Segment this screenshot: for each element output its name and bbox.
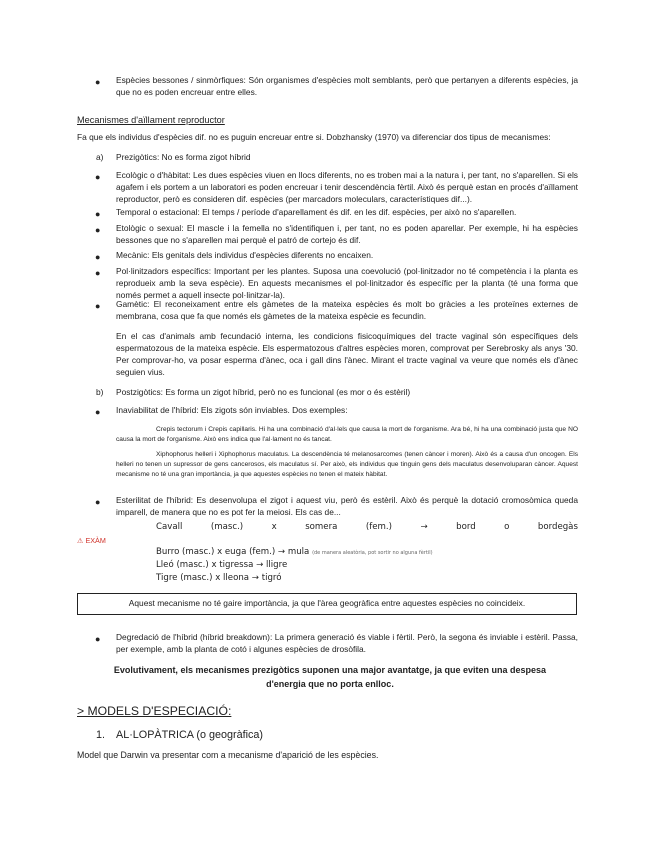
- conclusion: Evolutivament, els mecanismes prezigòtics suponen una major avantatge, ja que eviten una despesa d'energia que no porta enlloc.: [113, 665, 547, 689]
- intro-line: Fa que els individus d'espècies dif. no es puguin encreuar entre si. Dobzhansky (1970) va diferenciar dos tipus de mecanismes:: [77, 132, 551, 142]
- exam-warning: ⚠ EXÀM: [77, 536, 106, 545]
- cross-word: bordegàs: [537, 522, 578, 532]
- prezygotic-marker: a): [96, 152, 104, 162]
- cross-word: bord: [456, 522, 476, 532]
- bullet-dot: ●: [95, 301, 101, 311]
- cross-word: Cavall: [156, 522, 183, 532]
- postzygotic-marker: b): [96, 387, 104, 397]
- twin-species-text: Espècies bessones / sinmòrfiques: Són organismes d'espècies molt semblants, però que pertanyen a diferents espècies, ja que no es poden encreuar entre elles.: [116, 75, 578, 97]
- bullet-dot: ●: [95, 407, 101, 417]
- bullet-dot: ●: [95, 497, 101, 507]
- bullet-dot: ●: [95, 252, 101, 262]
- prezygotic-title: Prezigòtics: No es forma zigot híbrid: [116, 152, 251, 162]
- final-line: Model que Darwin va presentar com a mecanisme d'aparició de les espècies.: [77, 750, 379, 760]
- bullet-dot: ●: [95, 634, 101, 644]
- cross-lion-tigress: Lleó (masc.) x tigressa → lligre: [156, 560, 288, 570]
- breakdown-item: Degredació de l'híbrid (híbrid breakdown): La primera generació és viable i fèrtil. Però, la segona és inviable i estèril. Passa, per exemple, amb la planta de cotó i algunes espècies de drosòfila.: [116, 632, 578, 654]
- subsection-title: AL·LOPÀTRICA (o geogràfica): [116, 729, 264, 741]
- pollinators-item: Pol·linitzadors específics: Important per les plantes. Suposa una coevolució (pol·linitzador no té competència i la planta es reprodueix amb la seva espècie). En aquests mecanismes el pol·linitzador és específic per la planta (té una forma que només permet a aquell insecte pol·linitzar-la).: [116, 266, 578, 300]
- arrow-icon: →: [420, 522, 428, 532]
- sterility-item: Esterilitat de l'híbrid: Es desenvolupa el zigot i aquest viu, però és estèril. Això és perquè la dotació cromosòmica queda imparell, de manera que no es pot fer la meiosi. Els cas de...: [116, 495, 578, 517]
- inviability-item: Inaviabilitat de l'híbrid: Els zigots són inviables. Dos exemples:: [116, 405, 348, 415]
- section-title: > MODELS D'ESPECIACIÓ:: [77, 704, 232, 718]
- cross-donkey-mare: [156, 546, 433, 558]
- cross-word: somera: [305, 522, 338, 532]
- crepis-example: Crepis tectorum i Crepis capillaris. Hi ha una combinació d'al·lels que causa la mort de l'organisme. Ara bé, hi ha una combinació justa que NO causa la mort de l'organisme. Això ens indica que l'al·lament no és tancat.: [116, 426, 578, 444]
- note-text: Aquest mecanisme no té gaire importància, ja que l'àrea geogràfica entre aquestes espècies no coincideix.: [128, 598, 526, 609]
- bullet-dot: ●: [95, 172, 101, 182]
- temporal-item: Temporal o estacional: El temps / període d'aparellament és dif. en les dif. espècies, per això no s'aparellen.: [116, 207, 517, 217]
- bullet-dot: ●: [95, 77, 101, 87]
- bullet-dot: ●: [95, 268, 101, 278]
- subsection-marker: 1.: [96, 729, 106, 741]
- cross-text: Burro (masc.) x euga (fem.) → mula: [156, 547, 310, 557]
- cross-word: (masc.): [210, 522, 244, 532]
- cross-word: x: [271, 522, 277, 532]
- mechanisms-heading: Mecanismes d'aïllament reproductor: [77, 115, 225, 125]
- xiphophorus-example: Xiphophorus helleri i Xiphophorus maculatus. La descendència té melanosarcomes (tenen càncer i moren). Això és a causa d'un oncogen. Els helleri no tenen un supressor de gens cancerosos, els maculatus sí. Per això, els individus que tinguin gens dels maculatus desenvoluparan càncer. Aquest mecanisme no té una gran importància, ja que aquestes espècies no tenen el mateix hàbitat.: [116, 451, 578, 479]
- cross-tiger-lioness: Tigre (masc.) x lleona → tigró: [156, 573, 282, 583]
- ecological-item: Ecològic o d'hàbitat: Les dues espècies viuen en llocs diferents, no es troben mai a la natura i, per tant, no s'aparellen. Si els agafem i els portem a un laboratori es poden encreuar i tenir descendència fèrtil. Això és perquè estan en procés d'aïllament reproductor, però es consideren dif. espècies (per marcadors moleculars, característiques dif...).: [116, 170, 578, 204]
- cross-note: (de manera aleatòria, pot sortir no alguna fèrtil): [312, 550, 433, 556]
- ethological-item: Etològic o sexual: El mascle i la femella no s'identifiquen i, per tant, no es poden aparellar. Per exemple, hi ha espècies bessones que no s'aparellen mai perquè el patró de cortejo és dif.: [116, 223, 578, 245]
- gametic-item: Gamètic: El reconeixament entre els gàmetes de la mateixa espècies és molt bo gràcies a les proteïnes externes de membrana, cosa que fa que només els gàmetes de la mateixa espècie es fecundin.: [116, 299, 578, 321]
- cross-horse-donkey: [156, 521, 578, 533]
- gametic-extra: En el cas d'animals amb fecundació interna, les condicions fisicoquímiques del tracte vaginal són específiques dels espermatozous de la mateixa espècie. Els espermatozous d'altres espècies moren, comprovat per Serebrosky als anys '30. Per comprovar-ho, va posar esperma d'ànec, oca i gall dins l'ànec. Mirant el tracte vaginal va veure que només els d'ànec seguien vius.: [116, 331, 578, 377]
- mechanical-item: Mecànic: Els genitals dels individus d'espècies diferents no encaixen.: [116, 250, 374, 260]
- note-box: [77, 593, 577, 615]
- cross-word: (fem.): [365, 522, 392, 532]
- postzygotic-title: Postzigòtics: Es forma un zigot híbrid, però no es funcional (es mor o és estèril): [116, 387, 411, 397]
- bullet-dot: ●: [95, 225, 101, 235]
- cross-word: o: [504, 522, 510, 532]
- bullet-dot: ●: [95, 209, 101, 219]
